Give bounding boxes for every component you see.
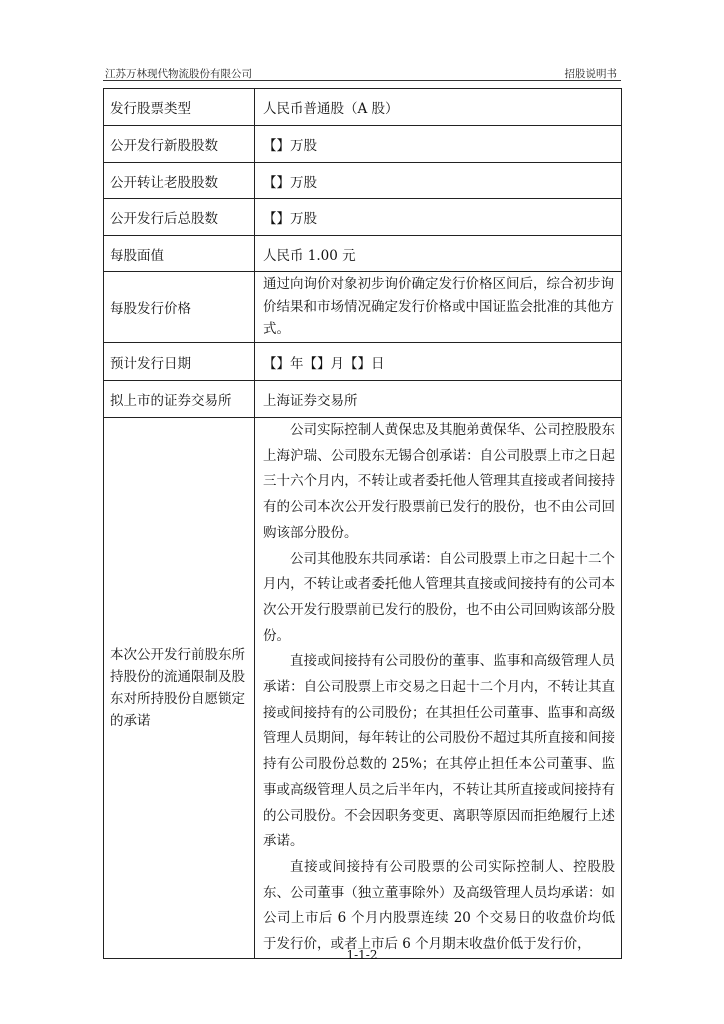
header-divider	[103, 80, 621, 81]
table-row-lockup	[104, 418, 622, 959]
lockup-paragraph: 直接或间接持有公司股份的董事、监事和高级管理人员承诺：自公司股票上市交易之日起十二个月内，不转让其直接或间接持有的公司股份；在其担任公司董事、监事和高级管理人员期间，每年转让的公司股份不超过其所直接和间接持有公司股份总数的 25%；在其停止担任本公司董事、监事或高级管理人员之后半年内，不转让其所直接或间接持有的公司股份。不会因职务变更、离职等原因而拒绝履行上述承诺。	[263, 653, 615, 850]
row-value: 【】年【】月【】日	[255, 343, 622, 381]
offering-info-table	[103, 88, 622, 959]
row-key: 预计发行日期	[104, 343, 255, 381]
header-company: 江苏万林现代物流股份有限公司	[105, 68, 252, 80]
lockup-key: 本次公开发行前股东所持股份的流通限制及股东对所持股份自愿锁定的承诺	[104, 418, 255, 959]
table-row	[104, 126, 622, 163]
lockup-paragraph: 公司其他股东共同承诺：自公司股票上市之日起十二个月内，不转让或者委托他人管理其直接或间接持有的公司本次公开发行股票前已发行的股份，也不由公司回购该部分股份。	[263, 550, 615, 644]
table-row	[104, 236, 622, 272]
table-row	[104, 381, 622, 418]
row-value: 人民币 1.00 元	[255, 236, 622, 272]
row-value: 【】万股	[255, 126, 622, 163]
lockup-commitments	[255, 418, 622, 959]
row-key: 发行股票类型	[104, 89, 255, 126]
table-row	[104, 89, 622, 126]
row-key: 拟上市的证券交易所	[104, 381, 255, 418]
page-number: 1-1-2	[346, 948, 378, 962]
row-key: 每股发行价格	[104, 272, 255, 343]
row-value: 上海证券交易所	[255, 381, 622, 418]
lockup-paragraph: 公司实际控制人黄保忠及其胞弟黄保华、公司控股股东上海沪瑞、公司股东无锡合创承诺：自公司股票上市之日起三十六个月内，不转让或者委托他人管理其直接或者间接持有的公司本次公开发行股票前已发行的股份，也不由公司回购该部分股份。	[263, 422, 615, 541]
table-row	[104, 199, 622, 236]
lockup-paragraph: 直接或间接持有公司股票的公司实际控制人、控股股东、公司董事（独立董事除外）及高级管理人员均承诺：如公司上市后 6 个月内股票连续 20 个交易日的收盘价均低于发行价，或者上市后 6 个月期末收盘价低于发行价，	[263, 858, 615, 953]
row-value: 【】万股	[255, 163, 622, 199]
table-row	[104, 163, 622, 199]
row-value: 通过向询价对象初步询价确定发行价格区间后，综合初步询价结果和市场情况确定发行价格或中国证监会批准的其他方式。	[255, 272, 622, 343]
table-row	[104, 272, 622, 343]
row-value: 人民币普通股（A 股）	[255, 89, 622, 126]
row-key: 公开转让老股股数	[104, 163, 255, 199]
row-key: 公开发行新股股数	[104, 126, 255, 163]
row-value: 【】万股	[255, 199, 622, 236]
table-row	[104, 343, 622, 381]
row-key: 公开发行后总股数	[104, 199, 255, 236]
header-doc-type: 招股说明书	[564, 68, 617, 80]
row-key: 每股面值	[104, 236, 255, 272]
